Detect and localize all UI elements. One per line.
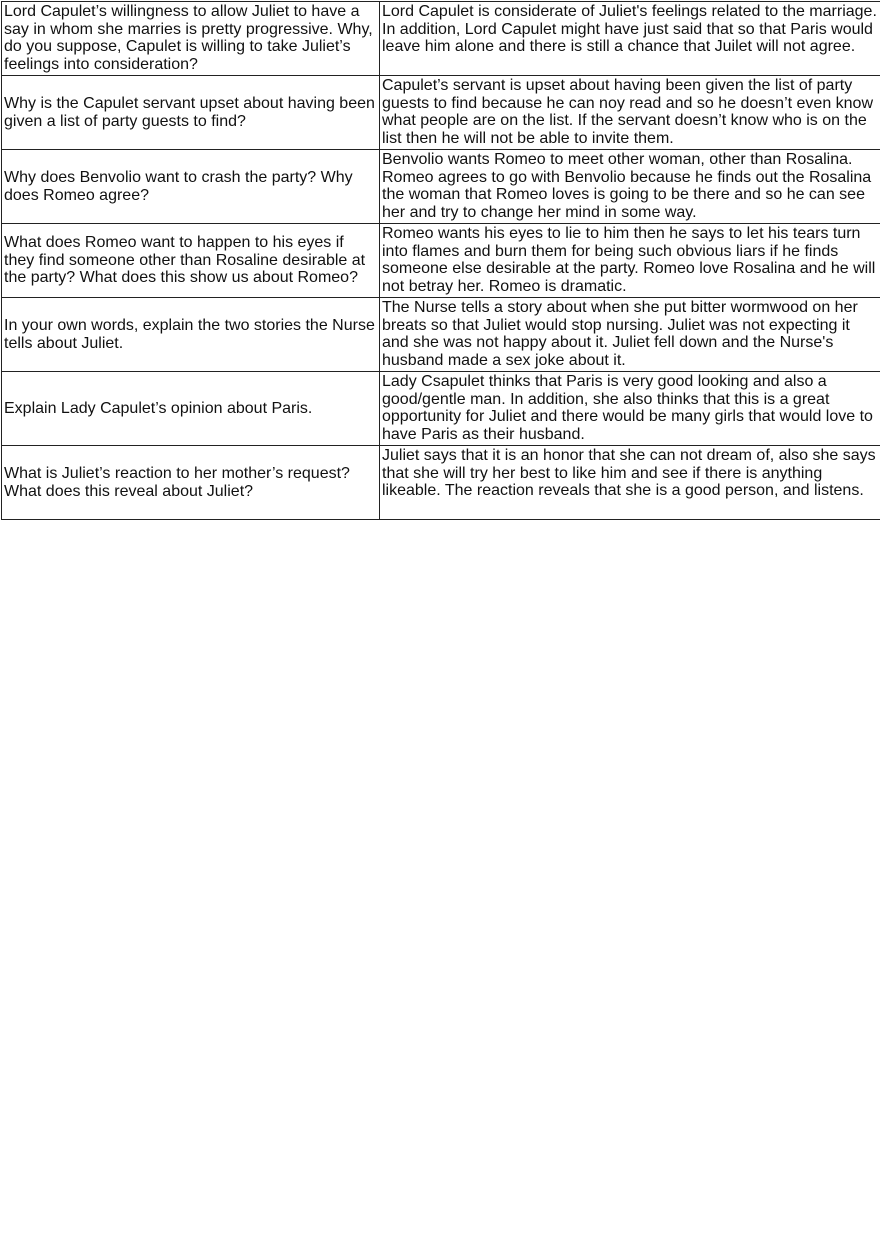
document-page [1, 1, 880, 520]
qa-table [1, 1, 880, 520]
question-cell: What does Romeo want to happen to his eyes if they find someone other than Rosaline desirable at the party? What does this show us about Romeo? [2, 224, 380, 298]
table-row [2, 150, 880, 224]
question-cell: Explain Lady Capulet’s opinion about Paris. [2, 372, 380, 446]
question-cell: In your own words, explain the two stories the Nurse tells about Juliet. [2, 298, 380, 372]
answer-cell: Juliet says that it is an honor that she can not dream of, also she says that she will try her best to like him and see if there is anything likeable. The reaction reveals that she is a good person, and listens. [380, 446, 880, 520]
question-cell: What is Juliet’s reaction to her mother’s request? What does this reveal about Juliet? [2, 446, 380, 520]
table-row [2, 372, 880, 446]
answer-cell: Capulet’s servant is upset about having been given the list of party guests to find because he can noy read and so he doesn’t even know what people are on the list. If the servant doesn’t know who is on the list then he will not be able to invite them. [380, 76, 880, 150]
question-cell: Why does Benvolio want to crash the party? Why does Romeo agree? [2, 150, 380, 224]
table-row [2, 224, 880, 298]
question-cell: Lord Capulet’s willingness to allow Juliet to have a say in whom she marries is pretty progressive. Why, do you suppose, Capulet is willing to take Juliet’s feelings into consideration? [2, 2, 380, 76]
question-cell: Why is the Capulet servant upset about having been given a list of party guests to find? [2, 76, 380, 150]
answer-cell: Lord Capulet is considerate of Juliet's feelings related to the marriage. In addition, Lord Capulet might have just said that so that Paris would leave him alone and there is still a chance that Juilet will not agree. [380, 2, 880, 76]
table-row [2, 2, 880, 76]
table-row [2, 76, 880, 150]
table-row [2, 446, 880, 520]
answer-cell: Benvolio wants Romeo to meet other woman, other than Rosalina. Romeo agrees to go with Benvolio because he finds out the Rosalina the woman that Romeo loves is going to be there and so he can see her and try to change her mind in some way. [380, 150, 880, 224]
answer-cell: The Nurse tells a story about when she put bitter wormwood on her breats so that Juliet would stop nursing. Juliet was not expecting it and she was not happy about it. Juliet fell down and the Nurse's husband made a sex joke about it. [380, 298, 880, 372]
answer-cell: Lady Csapulet thinks that Paris is very good looking and also a good/gentle man. In addition, she also thinks that this is a great opportunity for Juliet and there would be many girls that would love to have Paris as their husband. [380, 372, 880, 446]
answer-cell: Romeo wants his eyes to lie to him then he says to let his tears turn into flames and burn them for being such obvious liars if he finds someone else desirable at the party. Romeo love Rosalina and he will not betray her. Romeo is dramatic. [380, 224, 880, 298]
qa-table-body [2, 2, 880, 520]
table-row [2, 298, 880, 372]
